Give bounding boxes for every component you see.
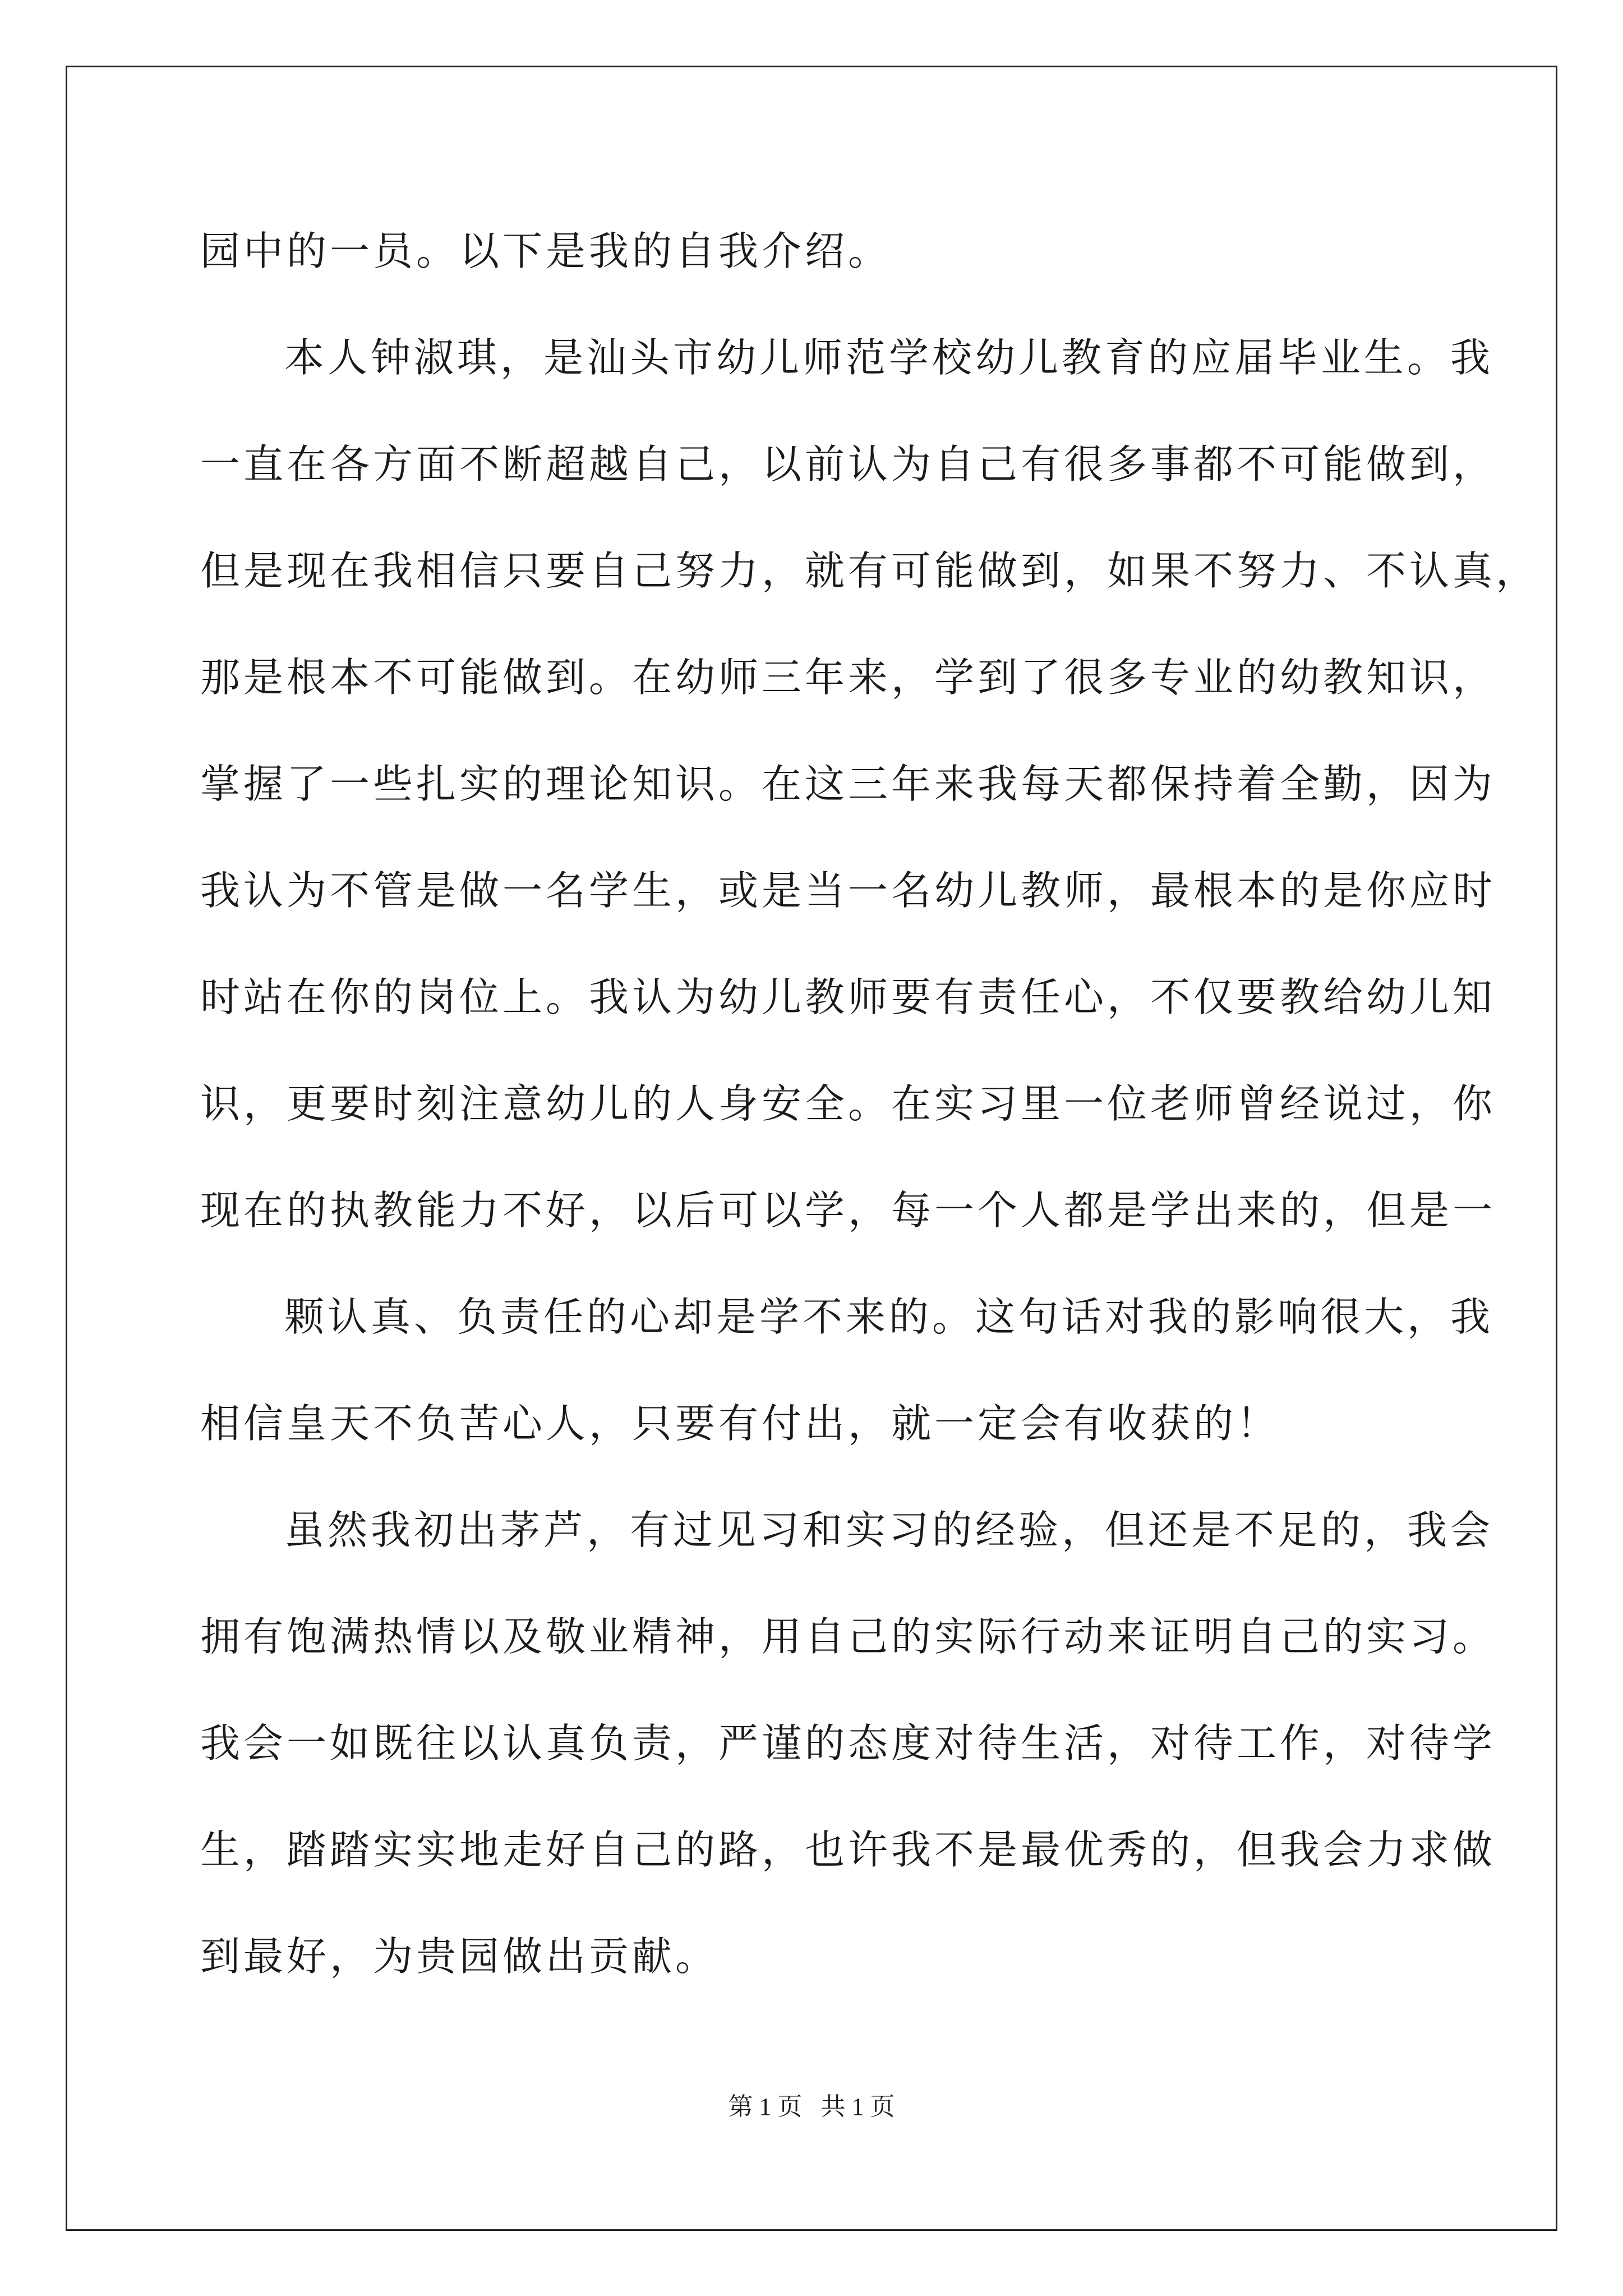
text-line: 那是根本不可能做到。在幼师三年来，学到了很多专业的幼教知识， — [200, 654, 1496, 701]
text-line: 生，踏踏实实地走好自己的路，也许我不是最优秀的，但我会力求做 — [200, 1826, 1496, 1873]
text-line: 相信皇天不负苦心人，只要有付出，就一定会有收获的！ — [200, 1400, 1280, 1447]
text-line: 我会一如既往以认真负责，严谨的态度对待生活，对待工作，对待学 — [200, 1720, 1496, 1766]
text-line: 到最好，为贵园做出贡献。 — [200, 1933, 719, 1980]
text-line: 但是现在我相信只要自己努力，就有可能做到，如果不努力、不认真， — [200, 547, 1539, 594]
text-line: 时站在你的岗位上。我认为幼儿教师要有责任心，不仅要教给幼儿知 — [200, 974, 1496, 1020]
page-number-footer: 第 1 页 共 1 页 — [728, 2093, 895, 2120]
text-line: 我认为不管是做一名学生，或是当一名幼儿教师，最根本的是你应时 — [200, 867, 1496, 914]
text-line: 识，更要时刻注意幼儿的人身安全。在实习里一位老师曾经说过，你 — [200, 1080, 1496, 1127]
text-line: 现在的执教能力不好，以后可以学，每一个人都是学出来的，但是一 — [200, 1187, 1496, 1234]
text-line: 一直在各方面不断超越自己，以前认为自己有很多事都不可能做到， — [200, 441, 1496, 487]
text-line: 虽然我初出茅芦，有过见习和实习的经验，但还是不足的，我会 — [284, 1507, 1494, 1553]
text-line: 颗认真、负责任的心却是学不来的。这句话对我的影响很大，我 — [284, 1294, 1494, 1340]
text-line: 园中的一员。以下是我的自我介绍。 — [200, 228, 892, 274]
page-border — [66, 66, 1557, 2231]
text-line: 掌握了一些扎实的理论知识。在这三年来我每天都保持着全勤，因为 — [200, 761, 1496, 807]
text-line: 本人钟淑琪，是汕头市幼儿师范学校幼儿教育的应届毕业生。我 — [284, 334, 1494, 381]
text-line: 拥有饱满热情以及敬业精神，用自己的实际行动来证明自己的实习。 — [200, 1613, 1496, 1660]
